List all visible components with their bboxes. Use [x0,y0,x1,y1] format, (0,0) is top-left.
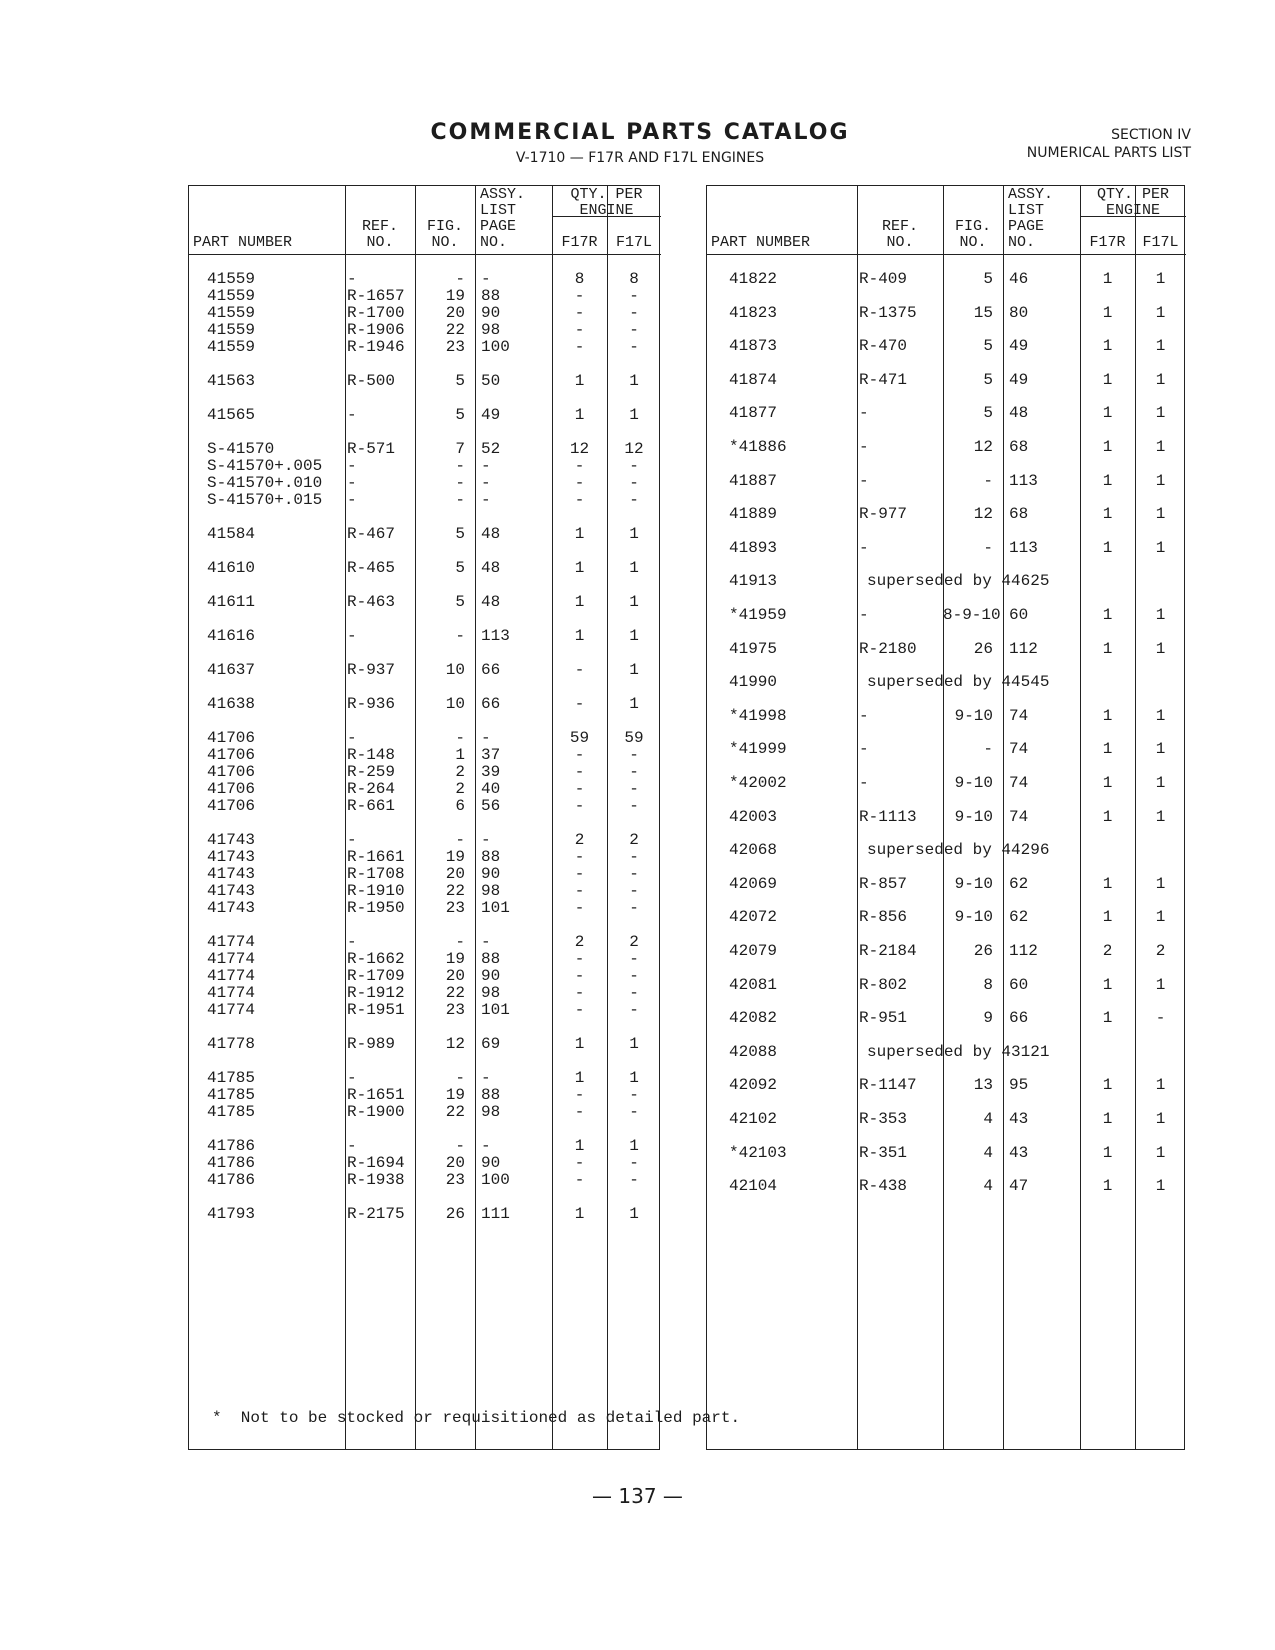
qty-f17l: 1 [629,661,639,679]
qty-f17r: 1 [1102,303,1113,322]
qty-f17l: 1 [1155,874,1166,893]
fig-no: 5 [983,404,993,423]
fig-no: 26 [973,942,993,960]
qty-f17r: 2 - - - - [574,933,585,1019]
assy-list-page: 52 - - - [481,440,501,509]
assy-list-page: 62 [1009,908,1029,927]
ref-no: - [859,538,869,557]
assy-list-page: 74 [1009,774,1029,792]
part-number: 42068 [729,841,778,860]
qty-f17r: 1 [1102,874,1113,893]
assy-list-page: 113 [1009,538,1038,557]
ref-no: R-1147 [859,1076,917,1095]
assy-list-page: 80 [1009,303,1029,322]
fig-no: 12 [973,505,993,524]
qty-f17l: 1 [1155,1143,1166,1162]
qty-f17l: 1 [1155,505,1166,524]
ref-no: R-470 [859,337,908,356]
page-number: — 137 — [592,1484,683,1508]
footnote: * Not to be stocked or requisitioned as detailed part. [212,1409,741,1427]
fig-no: 4 [983,1110,993,1128]
col-header-f17r: F17R [561,234,598,251]
ref-no: R-2175 [347,1205,405,1223]
ref-no: R-465 [347,559,396,577]
assy-list-page: 95 [1009,1076,1029,1095]
ref-no: R-1113 [859,807,917,826]
section-name: NUMERICAL PARTS LIST [1026,145,1191,161]
fig-no: 5 [983,370,993,389]
ref-no: - [347,627,357,645]
qty-f17l: 12 - - - [624,440,644,509]
qty-f17l: 1 [1155,438,1166,456]
superseded-note: superseded by 43121 [867,1042,1050,1061]
fig-no: - [983,471,993,490]
ref-no: - R-1657 R-1700 R-1906 R-1946 [347,270,405,356]
part-number: 42092 [729,1076,778,1095]
qty-f17l: 1 [1155,370,1166,389]
ref-no: R-937 [347,661,396,679]
assy-list-page: 113 [481,627,510,645]
fig-no: 5 [455,593,465,611]
qty-f17l: 1 [1155,975,1166,994]
qty-f17r: 1 [1102,908,1113,927]
part-number: 41874 [729,370,778,389]
qty-f17l: 1 - - [629,1137,639,1189]
assy-list-page: - 88 90 98 101 [481,831,510,917]
fig-no: 26 [973,639,993,658]
assy-list-page: 112 [1009,942,1038,960]
fig-no: - [983,538,993,557]
fig-no: 9-10 [954,807,993,826]
part-number: *41959 [729,606,787,624]
qty-f17r: 1 [1102,1076,1113,1095]
fig-no: 10 [445,661,465,679]
part-number: 41584 [207,525,256,543]
col-header-part-number: PART NUMBER [193,234,293,251]
qty-f17l: 1 [1155,471,1166,490]
assy-list-page: - 37 39 40 56 [481,729,501,815]
fig-no: - 19 20 22 23 [445,933,465,1019]
qty-f17r: 1 - - [574,1137,585,1189]
assy-list-page: 113 [1009,471,1038,490]
assy-list-page: 48 [481,593,501,611]
fig-no: 5 [455,559,465,577]
qty-f17l: 1 [629,559,639,577]
assy-list-page: 68 [1009,505,1029,524]
assy-list-page: 46 [1009,270,1029,288]
column-divider [475,186,476,1449]
ref-no: R-1375 [859,303,917,322]
assy-list-page: 48 [481,559,501,577]
part-number: 41786 41786 41786 [207,1137,256,1189]
qty-f17r: 1 [1102,975,1113,994]
part-number: 41889 [729,505,778,524]
fig-no: - [455,627,465,645]
qty-f17l: 1 [629,1035,639,1053]
ref-no: - [859,774,869,792]
qty-f17r: 2 [1102,942,1113,960]
ref-no: - R-1651 R-1900 [347,1069,405,1121]
part-number: 42072 [729,908,778,927]
part-number: *41998 [729,706,787,725]
ref-no: - [859,471,869,490]
part-number: 41706 41706 41706 41706 41706 [207,729,256,815]
ref-no: R-409 [859,270,908,288]
assy-list-page: 74 [1009,740,1029,759]
col-header-fig-no: FIG. NO. [954,218,991,251]
superseded-note: superseded by 44545 [867,673,1050,692]
fig-no: 5 [983,337,993,356]
assy-list-page: 74 [1009,807,1029,826]
qty-f17r: 1 [1102,538,1113,557]
qty-f17l: 1 [1155,1076,1166,1095]
fig-no: 8 [983,975,993,994]
qty-f17r: 1 [574,559,585,577]
assy-list-page: 47 [1009,1177,1029,1196]
part-number: 41611 [207,593,256,611]
superseded-note: superseded by 44296 [867,841,1050,860]
assy-list-page: 111 [481,1205,510,1223]
qty-f17l: 1 - - [629,1069,639,1121]
qty-f17l: 1 [1155,270,1166,288]
qty-f17r: 1 [574,1205,585,1223]
part-number: 41823 [729,303,778,322]
ref-no: R-989 [347,1035,396,1053]
fig-no: 9-10 [954,908,993,927]
ref-no: R-951 [859,1009,908,1028]
header-rule [189,254,661,255]
fig-no: - [983,740,993,759]
qty-f17l: 1 [629,695,639,713]
part-number: 41610 [207,559,256,577]
qty-f17r: 1 [1102,1143,1113,1162]
part-number: 41743 41743 41743 41743 41743 [207,831,256,917]
qty-f17r: 1 [1102,774,1113,792]
part-number: 41563 [207,372,256,390]
qty-f17l: 2 [1155,942,1166,960]
part-number: 41616 [207,627,256,645]
qty-f17l: 1 [1155,740,1166,759]
part-number: 42102 [729,1110,778,1128]
section-number: SECTION IV [1111,127,1191,143]
ref-no: R-802 [859,975,908,994]
ref-no: - R-1694 R-1938 [347,1137,405,1189]
assy-list-page: - 88 98 [481,1069,501,1121]
fig-no: - 1 2 2 6 [455,729,465,815]
ref-no: - [859,606,869,624]
ref-no: R-856 [859,908,908,927]
assy-list-page: 48 [1009,404,1029,423]
part-number: 41873 [729,337,778,356]
part-number: *42002 [729,774,787,792]
parts-table-right [706,185,1185,1450]
qty-f17r: 1 [1102,639,1113,658]
col-header-qty-per-engine: QTY. PER ENGINE [570,186,643,219]
fig-no: 13 [973,1076,993,1095]
qty-f17r: 1 [1102,606,1113,624]
qty-f17r: 12 - - - [569,440,590,509]
col-header-ref-no: REF. NO. [881,218,918,251]
part-number: 41887 [729,471,778,490]
qty-f17l: 1 [629,627,639,645]
ref-no: R-353 [859,1110,908,1128]
qty-f17r: 1 [1102,807,1113,826]
qty-f17r: 1 [574,372,585,390]
fig-no: 5 [455,406,465,424]
parts-table-left [188,185,660,1450]
qty-f17r: 1 [1102,505,1113,524]
qty-f17l: 1 [629,593,639,611]
part-number: 42104 [729,1177,778,1196]
qty-f17l: 1 [1155,639,1166,658]
part-number: 41793 [207,1205,256,1223]
ref-no: R-2180 [859,639,917,658]
ref-no: R-977 [859,505,908,524]
qty-f17l: 1 [1155,303,1166,322]
part-number: 41975 [729,639,778,658]
qty-f17r: 8 - - - - [574,270,585,356]
ref-no: R-936 [347,695,396,713]
assy-list-page: 60 [1009,975,1029,994]
qty-f17l: 1 [1155,908,1166,927]
fig-no: 8-9-10 [943,606,1001,624]
fig-no: 12 [973,438,993,456]
qty-f17l: 1 [1155,606,1166,624]
fig-no: 12 [445,1035,465,1053]
fig-no: - 20 23 [445,1137,465,1189]
ref-no: R-571 - - - [347,440,396,509]
ref-no: - [859,706,869,725]
qty-f17l: 1 [1155,538,1166,557]
ref-no: R-438 [859,1177,908,1196]
qty-f17r: 1 [1102,1110,1113,1128]
assy-list-page: 49 [1009,370,1029,389]
col-header-qty-per-engine: QTY. PER ENGINE [1096,186,1169,219]
fig-no: 4 [983,1143,993,1162]
header-rule [707,254,1186,255]
fig-no: - 19 20 22 23 [445,831,465,917]
assy-list-page: 49 [481,406,501,424]
fig-no: - 19 22 [445,1069,465,1121]
ref-no: R-2184 [859,942,917,960]
col-header-f17l: F17L [615,234,652,251]
ref-no: - [859,404,869,423]
fig-no: 26 [445,1205,465,1223]
ref-no: R-471 [859,370,908,389]
assy-list-page: 62 [1009,874,1029,893]
fig-no: 9-10 [954,874,993,893]
fig-no: 5 [983,270,993,288]
qty-f17l: 59 - - - - [624,729,644,815]
part-number: *42103 [729,1143,787,1162]
assy-list-page: 112 [1009,639,1038,658]
part-number: 41778 [207,1035,256,1053]
ref-no: R-857 [859,874,908,893]
part-number: 42069 [729,874,778,893]
assy-list-page: - 90 100 [481,1137,510,1189]
ref-no: R-463 [347,593,396,611]
fig-no: 10 [445,695,465,713]
column-divider [1003,186,1004,1449]
part-number: 41893 [729,538,778,557]
fig-no: 9-10 [954,706,993,725]
qty-f17r: 1 [1102,438,1113,456]
part-number: 41774 41774 41774 41774 41774 [207,933,256,1019]
qty-f17r: 1 [1102,370,1113,389]
qty-f17l: 8 - - - - [629,270,639,356]
qty-f17l: 1 [629,372,639,390]
part-number: 42081 [729,975,778,994]
ref-no: R-467 [347,525,396,543]
qty-f17r: 59 - - - - [569,729,590,815]
qty-f17r: 1 [1102,471,1113,490]
qty-f17r: 1 [1102,706,1113,725]
fig-no: 7 - - - [455,440,465,509]
qty-f17l: 1 [1155,807,1166,826]
assy-list-page: 43 [1009,1110,1029,1128]
qty-f17r: 1 [574,1035,585,1053]
col-header-f17l: F17L [1142,234,1179,251]
qty-f17r: 1 [574,593,585,611]
fig-no: 4 [983,1177,993,1196]
fig-no: 9-10 [954,774,993,792]
part-number: 41638 [207,695,256,713]
part-number: 42079 [729,942,778,960]
page-title: COMMERCIAL PARTS CATALOG [430,120,850,145]
assy-list-page: 49 [1009,337,1029,356]
qty-f17r: 1 [1102,337,1113,356]
ref-no: - R-148 R-259 R-264 R-661 [347,729,396,815]
col-header-assy-list-page: ASSY. LIST PAGE NO. [480,186,526,251]
qty-f17l: 1 [1155,404,1166,423]
qty-f17l: 2 - - - - [629,831,639,917]
part-number: 41785 41785 41785 [207,1069,256,1121]
assy-list-page: - 88 90 98 101 [481,933,510,1019]
assy-list-page: 60 [1009,606,1029,624]
qty-f17l: 2 - - - - [629,933,639,1019]
part-number: 42003 [729,807,778,826]
qty-f17l: 1 [1155,706,1166,725]
qty-f17l: 1 [1155,1177,1166,1196]
qty-f17r: - [574,661,585,679]
section-label [1027,126,1191,162]
ref-no: - [859,438,869,456]
assy-list-page: 66 [481,695,501,713]
part-number: 41913 [729,572,778,591]
qty-f17r: 1 [574,525,585,543]
assy-list-page: 74 [1009,706,1029,725]
qty-f17r: - [574,695,585,713]
qty-f17r: 1 [1102,404,1113,423]
part-number: 41637 [207,661,256,679]
part-number: 41565 [207,406,256,424]
assy-list-page: 43 [1009,1143,1029,1162]
qty-f17r: 2 - - - - [574,831,585,917]
col-header-assy-list-page: ASSY. LIST PAGE NO. [1008,186,1054,251]
qty-f17l: 1 [629,406,639,424]
ref-no: - [859,740,869,759]
fig-no: - 19 20 22 23 [445,270,465,356]
qty-f17r: 1 [1102,270,1113,288]
fig-no: 5 [455,525,465,543]
part-number: 41877 [729,404,778,423]
qty-f17l: 1 [629,1205,639,1223]
column-divider [857,186,858,1449]
part-number: 41559 41559 41559 41559 41559 [207,270,256,356]
assy-list-page: 50 [481,372,501,390]
part-number: *41886 [729,438,787,456]
qty-f17r: 1 - - [574,1069,585,1121]
col-header-fig-no: FIG. NO. [426,218,463,251]
qty-f17r: 1 [574,627,585,645]
col-header-ref-no: REF. NO. [361,218,398,251]
assy-list-page: 66 [481,661,501,679]
assy-list-page: 48 [481,525,501,543]
col-header-f17r: F17R [1089,234,1126,251]
column-divider [345,186,346,1449]
col-header-part-number: PART NUMBER [711,234,811,251]
assy-list-page: - 88 90 98 100 [481,270,510,356]
fig-no: 15 [973,303,993,322]
fig-no: 5 [455,372,465,390]
part-number: *41999 [729,740,787,759]
fig-no: 9 [983,1009,993,1028]
ref-no: - [347,406,357,424]
qty-f17r: 1 [1102,1177,1113,1196]
qty-f17l: 1 [1155,337,1166,356]
ref-no: - R-1662 R-1709 R-1912 R-1951 [347,933,405,1019]
assy-list-page: 69 [481,1035,501,1053]
qty-f17l: 1 [1155,1110,1166,1128]
qty-f17l: 1 [1155,774,1166,792]
qty-f17l: - [1155,1009,1166,1028]
part-number: S-41570 S-41570+.005 S-41570+.010 S-41570+.015 [207,440,323,509]
part-number: 42082 [729,1009,778,1028]
superseded-note: superseded by 44625 [867,572,1050,591]
part-number: 41990 [729,673,778,692]
qty-f17r: 1 [1102,1009,1113,1028]
assy-list-page: 66 [1009,1009,1029,1028]
ref-no: - R-1661 R-1708 R-1910 R-1950 [347,831,405,917]
qty-f17l: 1 [629,525,639,543]
part-number: 41822 [729,270,778,288]
page-subtitle: V-1710 — F17R AND F17L ENGINES [515,150,765,166]
assy-list-page: 68 [1009,438,1029,456]
ref-no: R-500 [347,372,396,390]
part-number: 42088 [729,1042,778,1061]
ref-no: R-351 [859,1143,908,1162]
qty-f17r: 1 [574,406,585,424]
qty-sub-divider [1135,216,1136,1449]
qty-f17r: 1 [1102,740,1113,759]
